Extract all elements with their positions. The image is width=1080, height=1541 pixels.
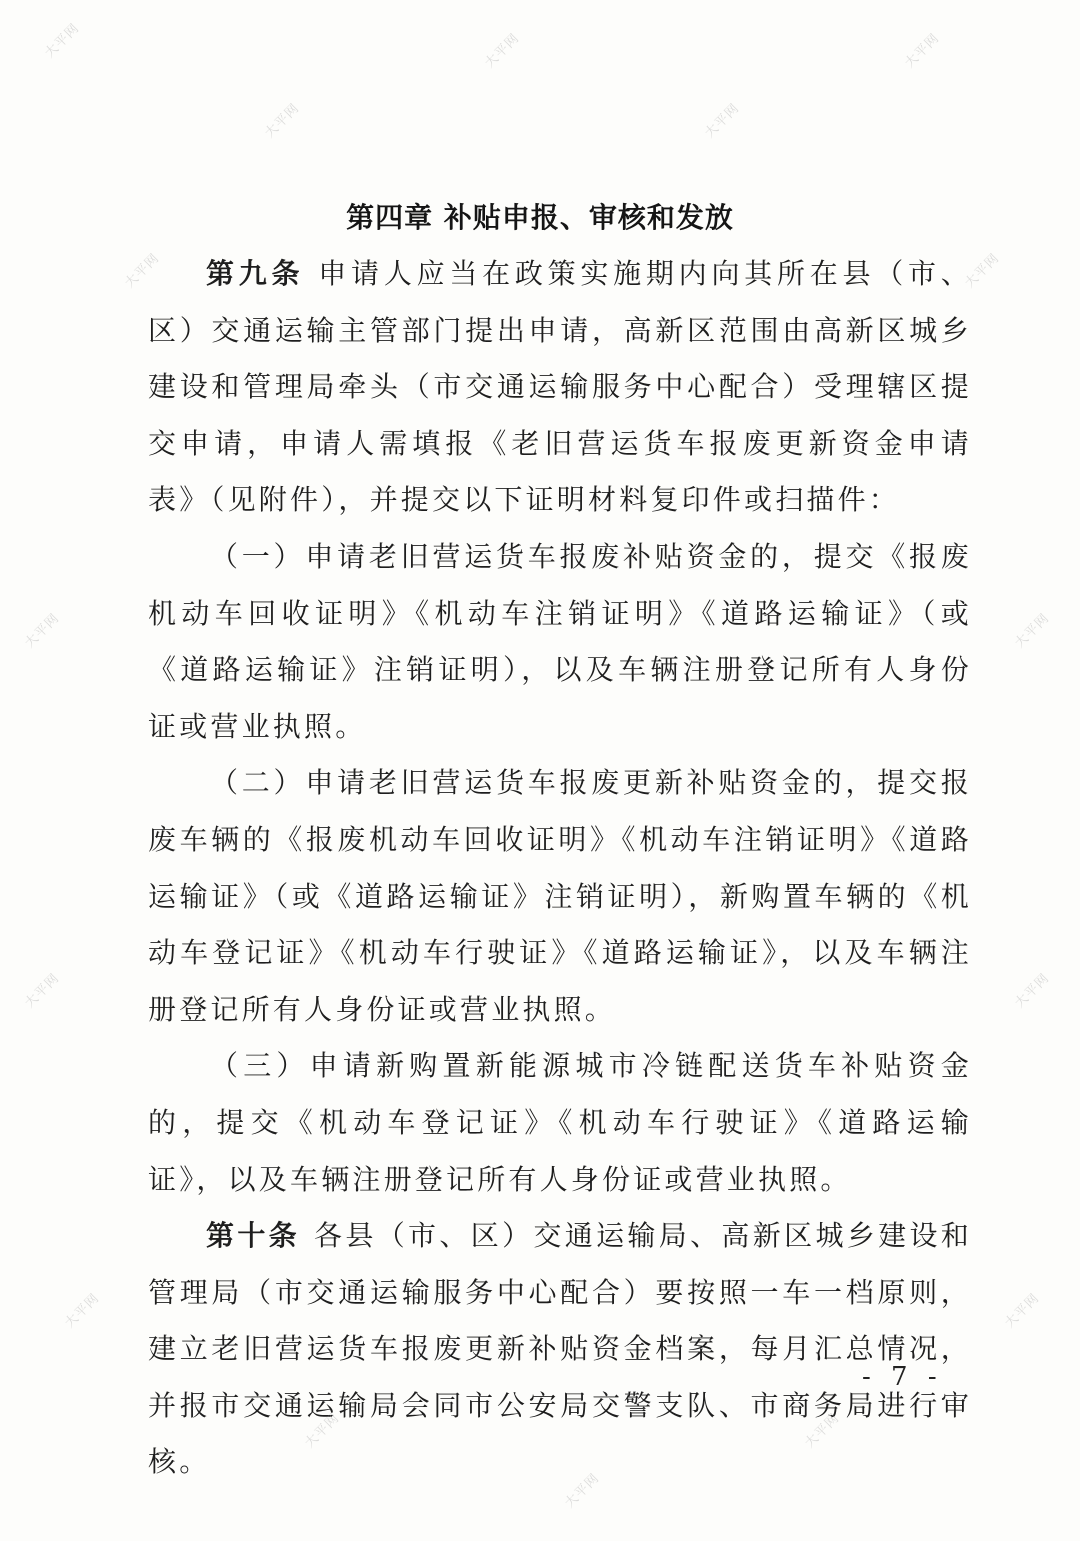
watermark-text: 大平网 [22,970,63,1012]
article-10-paragraph [148,1208,972,1491]
watermark-text: 大平网 [22,610,63,652]
watermark-text: 大平网 [122,250,163,292]
watermark-text: 大平网 [42,20,83,62]
watermark-text: 大平网 [302,1410,343,1452]
watermark-text: 大平网 [482,30,523,72]
watermark-text: 大平网 [62,1290,103,1332]
watermark-text: 大平网 [702,100,743,142]
article-10-heading: 第十条 [206,1219,301,1253]
watermark-text: 大平网 [262,100,303,142]
watermark-text: 大平网 [1002,1290,1043,1332]
article-10-text: 各县（市、区）交通运输局、高新区城乡建设和管理局（市交通运输服务中心配合）要按照一车一档原则，建立老旧营运货车报废更新补贴资金档案，每月汇总情况，并报市交通运输局会同市公安局交警支队、市商务局进行审核。 [148,1219,973,1479]
item-3: （三）申请新购置新能源城市冷链配送货车补贴资金的，提交《机动车登记证》《机动车行驶证》《道路运输证》，以及车辆注册登记所有人身份证或营业执照。 [148,1049,972,1196]
watermark-text: 大平网 [1012,970,1053,1012]
item-1: （一）申请老旧营运货车报废补贴资金的，提交《报废机动车回收证明》《机动车注销证明》《道路运输证》（或《道路运输证》注销证明），以及车辆注册登记所有人身份证或营业执照。 [148,539,972,743]
article-9-heading: 第九条 [206,257,305,290]
item-2: （二）申请老旧营运货车报废更新补贴资金的，提交报废车辆的《报废机动车回收证明》《机动车注销证明》《道路运输证》（或《道路运输证》注销证明），新购置车辆的《机动车登记证》《机动车行驶证》《道路运输证》，以及车辆注册登记所有人身份证或营业执照。 [148,766,972,1026]
article-9-paragraph [148,246,972,529]
document-body [148,246,972,1491]
watermark-text: 大平网 [962,250,1003,292]
watermark-text: 大平网 [902,30,943,72]
watermark-text: 大平网 [562,1470,603,1512]
chapter-title: 第四章 补贴申报、审核和发放 [346,201,734,234]
watermark-text: 大平网 [802,1410,843,1452]
article-9-text: 申请人应当在政策实施期内向其所在县（市、区）交通运输主管部门提出申请，高新区范围由高新区城乡建设和管理局牵头（市交通运输服务中心配合）受理辖区提交申请，申请人需填报《老旧营运货车报废更新资金申请表》（见附件），并提交以下证明材料复印件或扫描件： [148,257,972,517]
watermark-text: 大平网 [1012,610,1053,652]
page-number: - 7 - [862,1362,943,1392]
